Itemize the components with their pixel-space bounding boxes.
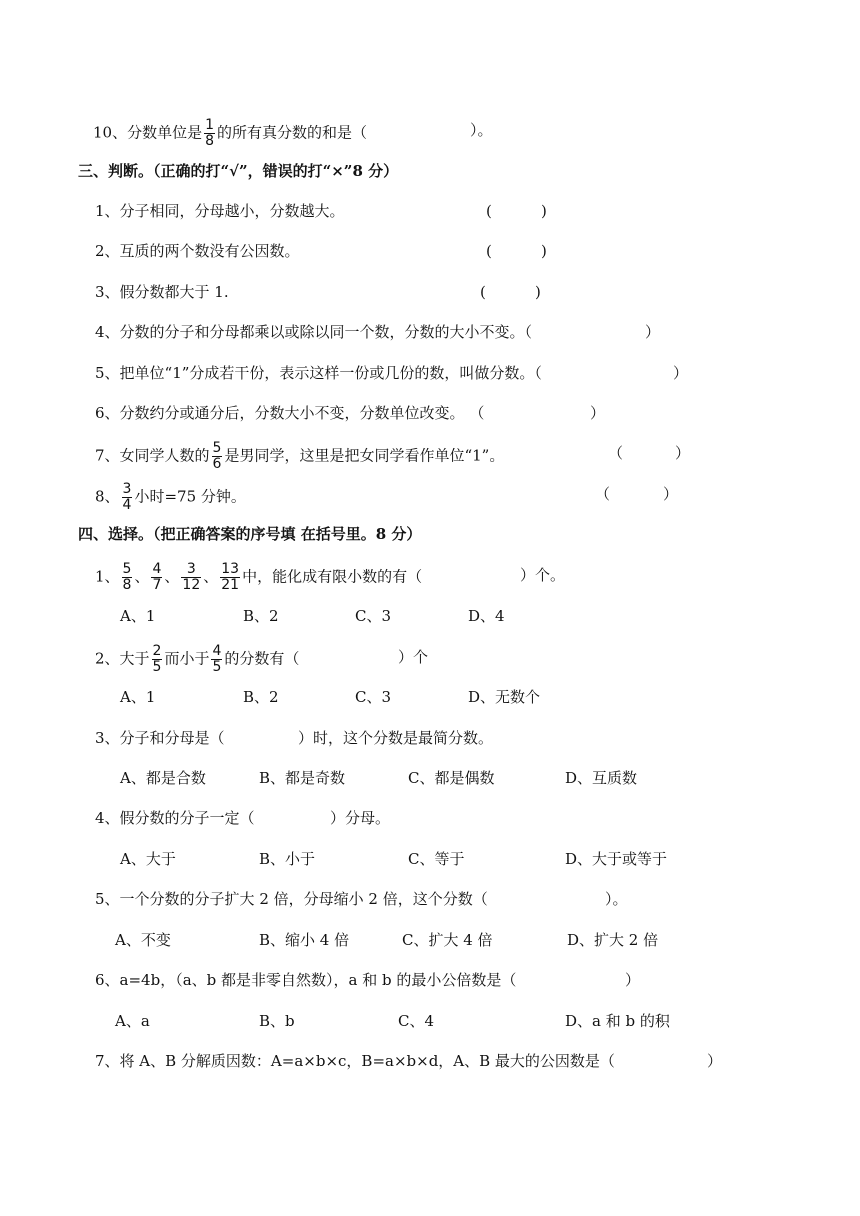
numerator: 2 — [152, 643, 162, 659]
question-text: 8、 — [95, 487, 120, 506]
denominator: 8 — [205, 133, 215, 149]
question-text: 的所有真分数的和是（ — [217, 123, 368, 142]
question-text: 而小于 — [164, 649, 210, 668]
option-d: D、4 — [468, 607, 505, 625]
denominator: 7 — [152, 577, 162, 593]
numerator: 3 — [186, 561, 196, 577]
separator: 、 — [203, 567, 219, 586]
option-c: C、3 — [355, 688, 392, 706]
separator: 、 — [134, 567, 150, 586]
answer-paren-close: ） — [590, 404, 606, 422]
question-text: 是男同学，这里是把女同学看作单位“1”。 — [224, 446, 505, 465]
denominator: 5 — [212, 659, 222, 675]
numerator: 1 — [205, 117, 215, 133]
option-c: C、3 — [355, 607, 392, 625]
option-a: A、1 — [120, 607, 156, 625]
answer-paren-close: ）。 — [470, 121, 493, 139]
option-a: A、a — [115, 1012, 150, 1030]
question-10 — [93, 118, 367, 149]
answer-paren-close: ）个。 — [520, 566, 566, 584]
answer-paren-close: ） — [625, 971, 641, 989]
answer-paren-close: ） — [645, 323, 661, 341]
question-text: 的分数有（ — [224, 649, 300, 668]
option-d: D、互质数 — [565, 769, 638, 787]
answer-paren-close: ) — [541, 242, 547, 260]
question-text: 7、女同学人数的 — [95, 446, 210, 465]
choice-question-4: 4、假分数的分子一定（ — [95, 809, 255, 827]
answer-paren-close: ） — [673, 364, 689, 382]
answer-paren-close: ）分母。 — [330, 809, 391, 827]
fraction — [122, 482, 133, 513]
option-a: A、不变 — [115, 931, 171, 949]
choice-question-6: 6、a=4b，（a、b 都是非零自然数），a 和 b 的最小公倍数是（ — [95, 971, 517, 989]
option-c: C、4 — [398, 1012, 435, 1030]
answer-paren-open: ( — [486, 202, 492, 220]
answer-paren-open: ( — [486, 242, 492, 260]
denominator: 6 — [212, 456, 222, 472]
section-3-title: 三、判断。（正确的打“√”，错误的打“×”8 分） — [78, 162, 399, 180]
denominator: 8 — [122, 577, 132, 593]
option-a: A、大于 — [120, 850, 176, 868]
judge-item-4: 4、分数的分子和分母都乘以或除以同一个数，分数的大小不变。（ — [95, 323, 533, 341]
option-a: A、都是合数 — [120, 769, 206, 787]
option-b: B、缩小 4 倍 — [259, 931, 350, 949]
answer-paren-open: （ — [608, 444, 624, 462]
option-c: C、都是偶数 — [408, 769, 495, 787]
section-4-title: 四、选择。（把正确答案的序号填 在括号里。8 分） — [78, 525, 422, 543]
choice-question-2 — [95, 644, 299, 675]
denominator: 21 — [221, 577, 240, 593]
option-b: B、2 — [243, 607, 279, 625]
fraction — [220, 562, 240, 593]
answer-paren-close: ) — [535, 283, 541, 301]
numerator: 3 — [122, 481, 132, 497]
denominator: 4 — [122, 497, 132, 513]
question-text: 小时=75 分钟。 — [134, 487, 246, 506]
question-text: 1、 — [95, 567, 120, 586]
option-b: B、2 — [243, 688, 279, 706]
question-text: 2、大于 — [95, 649, 150, 668]
choice-question-3: 3、分子和分母是（ — [95, 729, 225, 747]
fraction — [204, 118, 215, 149]
answer-paren-close: ）。 — [605, 890, 628, 908]
judge-item-5: 5、把单位“1”分成若干份，表示这样一份或几份的数，叫做分数。（ — [95, 364, 542, 382]
answer-paren-close: ) — [541, 202, 547, 220]
numerator: 13 — [221, 561, 240, 577]
choice-question-5: 5、一个分数的分子扩大 2 倍，分母缩小 2 倍，这个分数（ — [95, 890, 488, 908]
fraction — [152, 644, 163, 675]
fraction — [151, 562, 162, 593]
judge-item-8 — [95, 482, 246, 513]
fraction — [181, 562, 201, 593]
option-c: C、扩大 4 倍 — [402, 931, 493, 949]
choice-question-7: 7、将 A、B 分解质因数：A=a×b×c，B=a×b×d，A、B 最大的公因数是（ — [95, 1052, 615, 1070]
option-d: D、扩大 2 倍 — [567, 931, 659, 949]
question-text: 中，能化成有限小数的有（ — [242, 567, 423, 586]
option-d: D、a 和 b 的积 — [565, 1012, 670, 1030]
option-d: D、大于或等于 — [565, 850, 668, 868]
judge-item-6: 6、分数约分或通分后，分数大小不变，分数单位改变。 （ — [95, 404, 485, 422]
option-c: C、等于 — [408, 850, 465, 868]
judge-item-1: 1、分子相同，分母越小，分数越大。 — [95, 202, 345, 220]
answer-paren-close: ）个 — [398, 648, 429, 666]
denominator: 12 — [182, 577, 201, 593]
separator: 、 — [164, 567, 180, 586]
fraction — [211, 644, 222, 675]
option-b: B、小于 — [259, 850, 316, 868]
fraction — [122, 562, 133, 593]
answer-paren-open: ( — [480, 283, 486, 301]
question-text: 10、分数单位是 — [93, 123, 203, 142]
answer-paren-close: ） — [663, 485, 679, 503]
option-a: A、1 — [120, 688, 156, 706]
answer-paren-open: （ — [595, 485, 611, 503]
numerator: 5 — [122, 561, 132, 577]
choice-question-1 — [95, 562, 422, 593]
numerator: 4 — [212, 643, 222, 659]
answer-paren-close: ） — [707, 1052, 723, 1070]
numerator: 5 — [212, 440, 222, 456]
denominator: 5 — [152, 659, 162, 675]
option-b: B、都是奇数 — [259, 769, 346, 787]
option-d: D、无数个 — [468, 688, 541, 706]
numerator: 4 — [152, 561, 162, 577]
fraction — [212, 441, 223, 472]
answer-paren-close: ）时，这个分数是最简分数。 — [298, 729, 494, 747]
answer-paren-close: ） — [675, 444, 691, 462]
judge-item-7 — [95, 441, 504, 472]
judge-item-2: 2、互质的两个数没有公因数。 — [95, 242, 300, 260]
option-b: B、b — [259, 1012, 295, 1030]
judge-item-3: 3、假分数都大于 1. — [95, 283, 229, 301]
